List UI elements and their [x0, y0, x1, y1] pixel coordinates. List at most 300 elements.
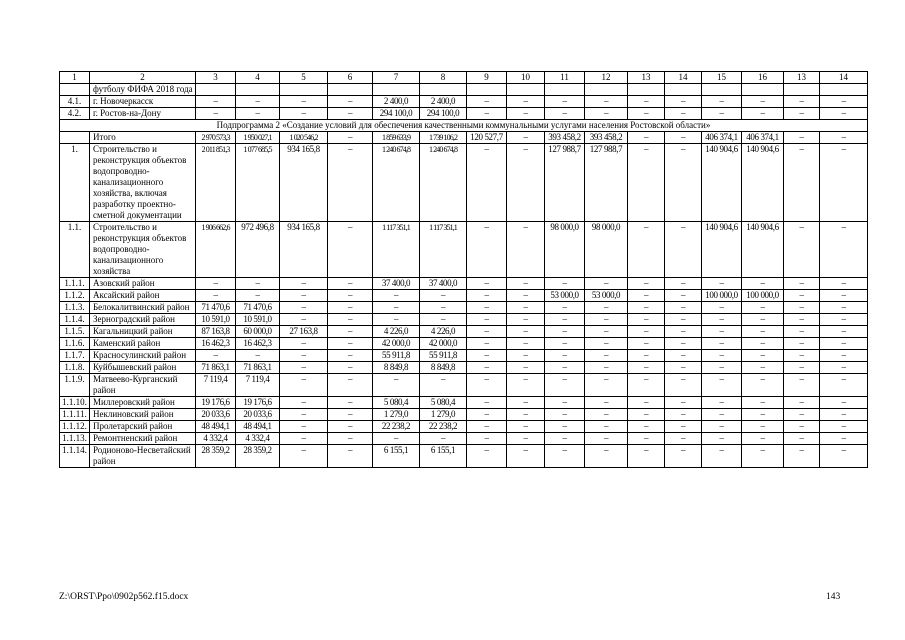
value-cell: 48 494,1 [196, 421, 236, 433]
value-cell: – [507, 409, 545, 421]
row-number-cell: 1.1.1. [60, 278, 90, 290]
value-cell: – [628, 132, 665, 144]
value-cell: 10 591,0 [196, 314, 236, 326]
value-cell: – [328, 108, 373, 120]
value-cell: – [585, 350, 628, 362]
value-cell: – [236, 290, 280, 302]
value-cell: – [628, 302, 665, 314]
value-cell: – [196, 290, 236, 302]
item-name-cell: Ремонтненский район [90, 433, 196, 445]
row-number-cell: 1.1. [60, 222, 90, 278]
value-cell: – [784, 326, 820, 338]
value-cell: – [742, 374, 784, 397]
item-name-cell: Неклиновский район [90, 409, 196, 421]
value-cell: – [280, 290, 328, 302]
value-cell: – [665, 278, 702, 290]
value-cell: – [820, 144, 868, 222]
value-cell: – [280, 302, 328, 314]
row-number-cell: 1.1.7. [60, 350, 90, 362]
value-cell: – [820, 338, 868, 350]
value-cell: – [420, 290, 467, 302]
item-name-cell: Зерноградский район [90, 314, 196, 326]
value-cell: – [328, 96, 373, 108]
value-cell: – [507, 445, 545, 468]
item-name-cell: Миллеровский район [90, 397, 196, 409]
value-cell: – [702, 374, 742, 397]
table-row [60, 421, 868, 433]
column-number-17: 13 [784, 72, 820, 84]
value-cell: – [467, 445, 507, 468]
value-cell: – [585, 409, 628, 421]
value-cell: – [742, 433, 784, 445]
value-cell: – [280, 409, 328, 421]
value-cell: 19 176,6 [236, 397, 280, 409]
value-cell: – [820, 290, 868, 302]
column-number-4: 4 [236, 72, 280, 84]
value-cell: – [784, 338, 820, 350]
column-number-10: 10 [507, 72, 545, 84]
value-cell: – [373, 290, 420, 302]
value-cell: – [507, 302, 545, 314]
value-cell: 98 000,0 [545, 222, 585, 278]
row-number-cell: 4.2. [60, 108, 90, 120]
value-cell: – [665, 132, 702, 144]
value-cell: – [784, 421, 820, 433]
value-cell: – [545, 421, 585, 433]
value-cell: 1 739 106,2 [420, 132, 467, 144]
value-cell: – [628, 290, 665, 302]
value-cell: – [545, 350, 585, 362]
value-cell: 140 904,6 [702, 222, 742, 278]
value-cell: – [467, 338, 507, 350]
value-cell: – [196, 96, 236, 108]
column-number-14: 14 [665, 72, 702, 84]
value-cell: – [742, 338, 784, 350]
value-cell: 2 400,0 [420, 96, 467, 108]
value-cell: – [702, 433, 742, 445]
value-cell: – [742, 108, 784, 120]
column-number-3: 3 [196, 72, 236, 84]
value-cell: – [820, 108, 868, 120]
value-cell: – [467, 421, 507, 433]
value-cell: 1 077 685,5 [236, 144, 280, 222]
value-cell: 393 458,2 [545, 132, 585, 144]
column-number-7: 7 [373, 72, 420, 84]
subprogram-title: Подпрограмма 2 «Создание условий для обеспечения качественными коммунальными услугами населения Ростовской области» [60, 120, 868, 132]
value-cell: – [742, 445, 784, 468]
value-cell: – [467, 433, 507, 445]
value-cell: – [702, 421, 742, 433]
item-name-cell: Строительство и реконструкция объектов водопроводно-канализационного хозяйства, включая разработку проектно-сметной документации [90, 144, 196, 222]
value-cell: 1 020 546,2 [280, 132, 328, 144]
value-cell: – [545, 374, 585, 397]
value-cell: – [628, 350, 665, 362]
value-cell: – [742, 409, 784, 421]
value-cell: – [820, 222, 868, 278]
column-number-18: 14 [820, 72, 868, 84]
value-cell: 10 591,0 [236, 314, 280, 326]
value-cell: – [236, 96, 280, 108]
value-cell: – [628, 362, 665, 374]
item-name-cell: Пролетарский район [90, 421, 196, 433]
table-row [60, 409, 868, 421]
value-cell: – [236, 278, 280, 290]
column-number-11: 11 [545, 72, 585, 84]
value-cell [784, 84, 820, 96]
value-cell: – [545, 326, 585, 338]
value-cell [236, 84, 280, 96]
value-cell: – [328, 302, 373, 314]
value-cell: 8 849,8 [373, 362, 420, 374]
value-cell: – [585, 314, 628, 326]
value-cell: 1 279,0 [373, 409, 420, 421]
row-number-cell: 1.1.11. [60, 409, 90, 421]
value-cell: – [328, 326, 373, 338]
item-name-cell: Аксайский район [90, 290, 196, 302]
value-cell: 1 279,0 [420, 409, 467, 421]
value-cell: – [784, 350, 820, 362]
table-row [60, 132, 868, 144]
table-row [60, 302, 868, 314]
value-cell: 7 119,4 [196, 374, 236, 397]
value-cell: – [702, 108, 742, 120]
value-cell: 6 155,1 [420, 445, 467, 468]
value-cell: 42 000,0 [373, 338, 420, 350]
value-cell: – [820, 278, 868, 290]
value-cell: – [585, 433, 628, 445]
value-cell: 1 906 662,6 [196, 222, 236, 278]
value-cell: 71 863,1 [196, 362, 236, 374]
value-cell: – [665, 290, 702, 302]
table-row [60, 222, 868, 278]
value-cell: – [467, 409, 507, 421]
value-cell: 27 163,8 [280, 326, 328, 338]
value-cell: 53 000,0 [545, 290, 585, 302]
value-cell: 972 496,8 [236, 222, 280, 278]
value-cell: – [545, 433, 585, 445]
value-cell: 55 911,8 [373, 350, 420, 362]
subprogram-header-row [60, 120, 868, 132]
value-cell: 48 494,1 [236, 421, 280, 433]
value-cell: – [784, 132, 820, 144]
item-name-cell: Красносулинский район [90, 350, 196, 362]
value-cell: 22 238,2 [373, 421, 420, 433]
value-cell: – [507, 290, 545, 302]
data-table-sheet [59, 71, 847, 468]
value-cell: – [820, 96, 868, 108]
value-cell: – [467, 374, 507, 397]
item-name-cell: Итого [90, 132, 196, 144]
value-cell: – [702, 96, 742, 108]
value-cell: – [665, 397, 702, 409]
value-cell [665, 84, 702, 96]
value-cell: – [467, 144, 507, 222]
value-cell: – [702, 314, 742, 326]
value-cell: – [280, 421, 328, 433]
value-cell: – [628, 222, 665, 278]
value-cell: – [784, 362, 820, 374]
value-cell: – [742, 397, 784, 409]
value-cell: 100 000,0 [702, 290, 742, 302]
value-cell: – [507, 326, 545, 338]
value-cell: – [236, 108, 280, 120]
table-body [60, 84, 868, 468]
value-cell: – [628, 409, 665, 421]
item-name-cell: Кагальницкий район [90, 326, 196, 338]
value-cell: – [702, 409, 742, 421]
value-cell: – [467, 397, 507, 409]
value-cell: 127 988,7 [585, 144, 628, 222]
item-name-cell: Каменский район [90, 338, 196, 350]
value-cell: 934 165,8 [280, 222, 328, 278]
value-cell: – [328, 314, 373, 326]
value-cell: – [467, 326, 507, 338]
value-cell: – [665, 338, 702, 350]
value-cell: – [507, 108, 545, 120]
value-cell: – [328, 144, 373, 222]
value-cell: – [545, 397, 585, 409]
value-cell: – [665, 409, 702, 421]
column-number-row [60, 72, 868, 84]
table-row [60, 445, 868, 468]
value-cell: – [784, 290, 820, 302]
value-cell: – [507, 222, 545, 278]
value-cell: – [420, 302, 467, 314]
document-file-path: Z:\ORST\Ppo\0902p562.f15.docx [59, 592, 189, 602]
table-row [60, 338, 868, 350]
table-row [60, 374, 868, 397]
column-number-8: 8 [420, 72, 467, 84]
value-cell: – [585, 397, 628, 409]
value-cell: – [820, 362, 868, 374]
value-cell: 28 359,2 [236, 445, 280, 468]
row-number-cell: 1.1.3. [60, 302, 90, 314]
value-cell: – [820, 350, 868, 362]
value-cell: 55 911,8 [420, 350, 467, 362]
column-number-9: 9 [467, 72, 507, 84]
value-cell: 19 176,6 [196, 397, 236, 409]
value-cell: – [507, 421, 545, 433]
value-cell: 140 904,6 [742, 144, 784, 222]
table-row [60, 278, 868, 290]
value-cell: 16 462,3 [236, 338, 280, 350]
row-number-cell [60, 84, 90, 96]
value-cell: – [665, 350, 702, 362]
row-number-cell [60, 132, 90, 144]
value-cell: – [665, 362, 702, 374]
table-row [60, 96, 868, 108]
value-cell: 53 000,0 [585, 290, 628, 302]
value-cell: – [328, 350, 373, 362]
value-cell: – [742, 278, 784, 290]
row-number-cell: 1.1.5. [60, 326, 90, 338]
table-row [60, 350, 868, 362]
value-cell: – [742, 350, 784, 362]
value-cell: – [742, 302, 784, 314]
row-number-cell: 1.1.8. [60, 362, 90, 374]
value-cell: – [196, 108, 236, 120]
value-cell: 4 226,0 [420, 326, 467, 338]
value-cell: – [280, 445, 328, 468]
column-number-6: 6 [328, 72, 373, 84]
value-cell: – [196, 278, 236, 290]
value-cell: – [328, 374, 373, 397]
column-number-12: 12 [585, 72, 628, 84]
value-cell: – [507, 144, 545, 222]
value-cell: – [784, 409, 820, 421]
value-cell: 1 859 633,9 [373, 132, 420, 144]
value-cell: – [665, 96, 702, 108]
value-cell: – [702, 302, 742, 314]
value-cell: – [742, 96, 784, 108]
value-cell: – [585, 96, 628, 108]
value-cell: – [467, 362, 507, 374]
value-cell: – [820, 421, 868, 433]
value-cell: – [784, 397, 820, 409]
value-cell: – [665, 326, 702, 338]
value-cell: 4 226,0 [373, 326, 420, 338]
value-cell: 8 849,8 [420, 362, 467, 374]
value-cell: – [507, 374, 545, 397]
value-cell [507, 84, 545, 96]
value-cell: – [328, 421, 373, 433]
value-cell: – [628, 433, 665, 445]
value-cell: 1 117 351,1 [420, 222, 467, 278]
value-cell: 100 000,0 [742, 290, 784, 302]
value-cell: – [628, 144, 665, 222]
value-cell: – [507, 350, 545, 362]
value-cell [373, 84, 420, 96]
value-cell: – [507, 314, 545, 326]
value-cell: – [628, 96, 665, 108]
value-cell [585, 84, 628, 96]
value-cell: 5 080,4 [373, 397, 420, 409]
value-cell: – [784, 445, 820, 468]
value-cell: – [328, 445, 373, 468]
value-cell: – [665, 314, 702, 326]
value-cell: 4 332,4 [196, 433, 236, 445]
value-cell: – [585, 108, 628, 120]
value-cell: – [328, 433, 373, 445]
value-cell: 71 863,1 [236, 362, 280, 374]
value-cell: – [545, 338, 585, 350]
value-cell: – [545, 314, 585, 326]
value-cell: – [702, 445, 742, 468]
value-cell: – [628, 421, 665, 433]
value-cell: – [420, 374, 467, 397]
value-cell: – [585, 326, 628, 338]
row-number-cell: 1.1.12. [60, 421, 90, 433]
value-cell: 2 970 573,3 [196, 132, 236, 144]
value-cell: 42 000,0 [420, 338, 467, 350]
value-cell: – [665, 445, 702, 468]
value-cell: – [467, 108, 507, 120]
value-cell: 71 470,6 [236, 302, 280, 314]
value-cell [742, 84, 784, 96]
value-cell: – [507, 338, 545, 350]
value-cell: – [628, 397, 665, 409]
value-cell: – [702, 326, 742, 338]
value-cell: 28 359,2 [196, 445, 236, 468]
row-number-cell: 1.1.2. [60, 290, 90, 302]
value-cell: – [545, 445, 585, 468]
value-cell: – [280, 374, 328, 397]
value-cell: – [545, 302, 585, 314]
value-cell: 20 033,6 [196, 409, 236, 421]
value-cell: 2 011 851,3 [196, 144, 236, 222]
value-cell: – [820, 374, 868, 397]
value-cell [545, 84, 585, 96]
value-cell: – [742, 314, 784, 326]
value-cell: – [545, 108, 585, 120]
column-number-13: 13 [628, 72, 665, 84]
table-row [60, 290, 868, 302]
value-cell: – [467, 302, 507, 314]
value-cell: – [507, 132, 545, 144]
value-cell [820, 84, 868, 96]
value-cell: – [585, 338, 628, 350]
table-row [60, 397, 868, 409]
column-number-15: 15 [702, 72, 742, 84]
value-cell: – [742, 421, 784, 433]
value-cell [702, 84, 742, 96]
value-cell: 2 400,0 [373, 96, 420, 108]
value-cell: – [196, 350, 236, 362]
value-cell: – [545, 362, 585, 374]
value-cell: – [628, 374, 665, 397]
row-number-cell: 1.1.9. [60, 374, 90, 397]
value-cell: – [585, 362, 628, 374]
value-cell [328, 84, 373, 96]
value-cell: – [702, 338, 742, 350]
item-name-cell: г. Ростов-на-Дону [90, 108, 196, 120]
table-row [60, 84, 868, 96]
value-cell: – [784, 108, 820, 120]
value-cell: 120 527,7 [467, 132, 507, 144]
item-name-cell: Строительство и реконструкция объектов водопроводно-канализационного хозяйства [90, 222, 196, 278]
value-cell: 140 904,6 [742, 222, 784, 278]
value-cell: – [373, 314, 420, 326]
value-cell: – [628, 338, 665, 350]
value-cell: – [820, 326, 868, 338]
value-cell: – [628, 278, 665, 290]
value-cell: – [784, 433, 820, 445]
value-cell: – [467, 96, 507, 108]
value-cell: – [545, 409, 585, 421]
value-cell: – [820, 445, 868, 468]
value-cell: 127 988,7 [545, 144, 585, 222]
value-cell: – [280, 397, 328, 409]
value-cell: – [820, 132, 868, 144]
value-cell: 87 163,8 [196, 326, 236, 338]
value-cell: – [665, 302, 702, 314]
table-row [60, 362, 868, 374]
value-cell: – [784, 96, 820, 108]
value-cell: – [280, 108, 328, 120]
value-cell [420, 84, 467, 96]
budget-table [59, 71, 868, 468]
value-cell: 5 080,4 [420, 397, 467, 409]
value-cell: 406 374,1 [742, 132, 784, 144]
value-cell: 406 374,1 [702, 132, 742, 144]
column-number-1: 1 [60, 72, 90, 84]
value-cell: – [328, 278, 373, 290]
value-cell: – [702, 362, 742, 374]
value-cell: 20 033,6 [236, 409, 280, 421]
value-cell: – [328, 409, 373, 421]
value-cell: – [467, 278, 507, 290]
value-cell: – [665, 421, 702, 433]
